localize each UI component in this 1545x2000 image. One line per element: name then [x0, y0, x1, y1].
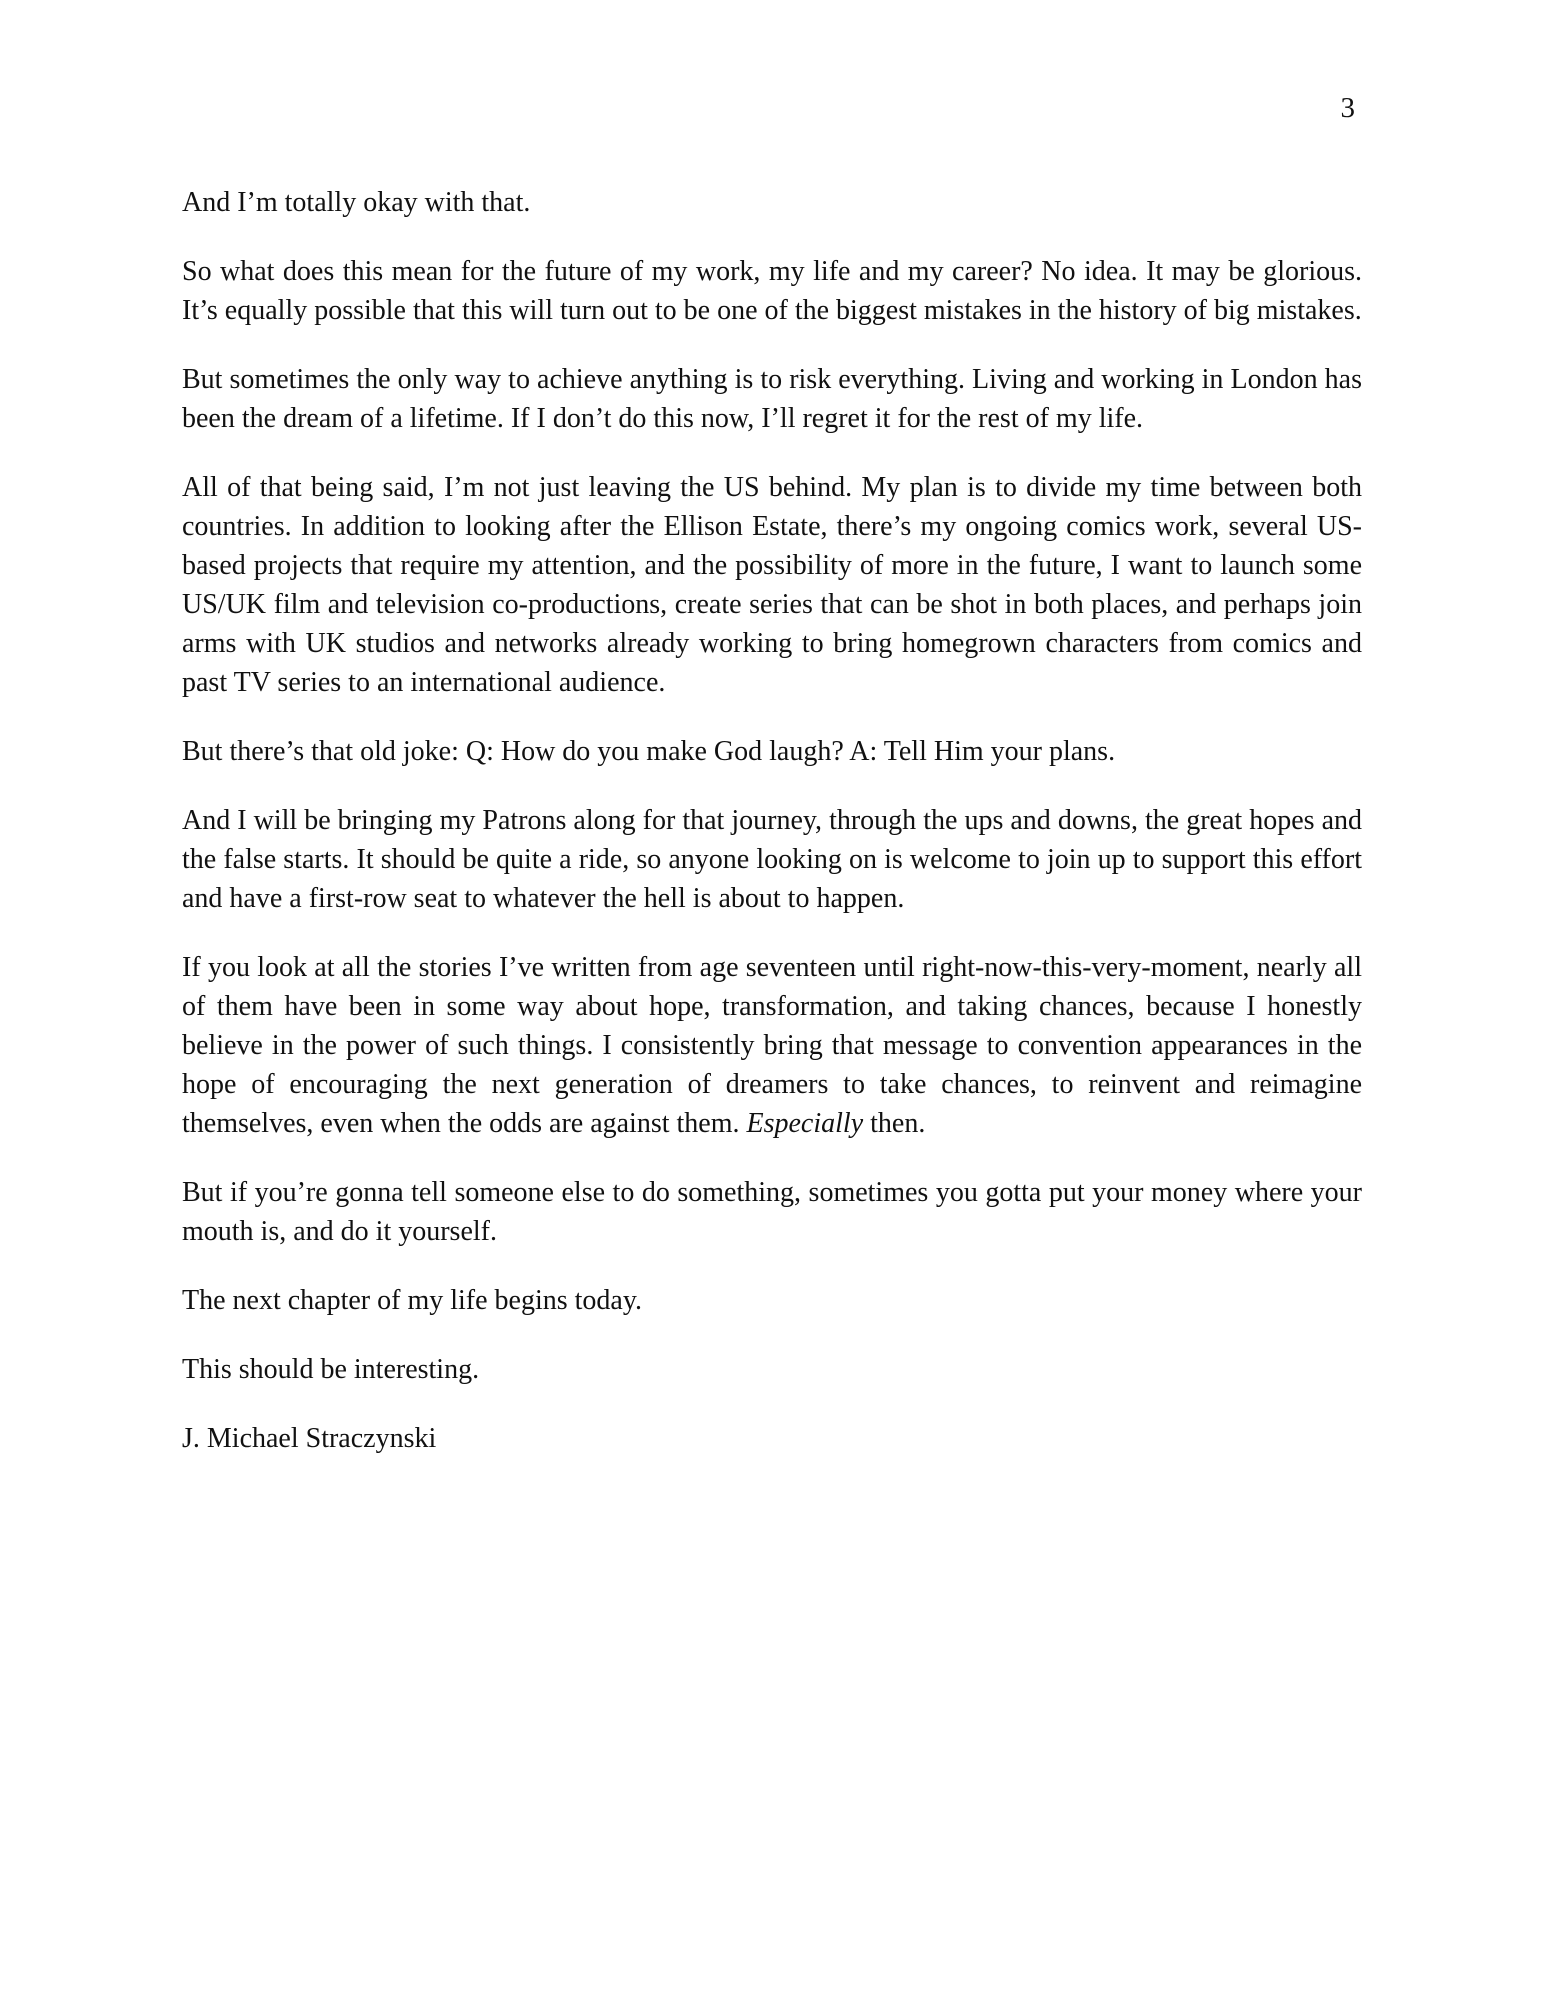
paragraph-patrons: And I will be bringing my Patrons along for that journey, through the ups and downs, the great hopes and the false starts. It should be quite a ride, so anyone looking on is welcome to join up to support this effort and have a first-row seat to whatever the hell is about to happen. — [182, 805, 1362, 914]
page-number: 3 — [1340, 92, 1355, 124]
paragraph-future: So what does this mean for the future of my work, my life and my career? No idea. It may be glorious. It’s equally possible that this will turn out to be one of the biggest mistakes in the history of big mistakes. — [182, 256, 1362, 326]
paragraph-risk: But sometimes the only way to achieve anything is to risk everything. Living and working in London has been the dream of a lifetime. If I don’t do this now, I’ll regret it for the rest of my life. — [182, 364, 1362, 434]
paragraph-money: But if you’re gonna tell someone else to do something, sometimes you gotta put your money where your mouth is, and do it yourself. — [182, 1177, 1362, 1247]
paragraph-stories-end: then. — [863, 1108, 926, 1139]
paragraph-joke: But there’s that old joke: Q: How do you make God laugh? A: Tell Him your plans. — [182, 736, 1116, 767]
paragraph-okay: And I’m totally okay with that. — [182, 187, 531, 218]
paragraph-plans: All of that being said, I’m not just leaving the US behind. My plan is to divide my time between both countries. In addition to looking after the Ellison Estate, there’s my ongoing comics work, several US-based projects that require my attention, and the possibility of more in the future, I want to launch some US/UK film and television co-productions, create series that can be shot in both places, and perhaps join arms with UK studios and networks already working to bring homegrown characters from comics and past TV series to an international audience. — [182, 472, 1362, 698]
paragraph-interesting: This should be interesting. — [182, 1354, 480, 1385]
emphasis-especially: Especially — [746, 1108, 864, 1139]
signature-name: J. Michael Straczynski — [182, 1423, 437, 1454]
paragraph-stories-text: If you look at all the stories I’ve written from age seventeen until right-now-this-very-moment, nearly all of them have been in some way about hope, transformation, and taking chances, because I honestly believe in the power of such things. I consistently bring that message to convention appearances in the hope of encouraging the next generation of dreamers to take chances, to reinvent and reimagine themselves, even when the odds are against them. — [182, 952, 1362, 1139]
paragraph-stories — [182, 948, 1362, 1143]
letter-body — [182, 183, 1362, 1488]
paragraph-next-chapter: The next chapter of my life begins today. — [182, 1285, 643, 1316]
